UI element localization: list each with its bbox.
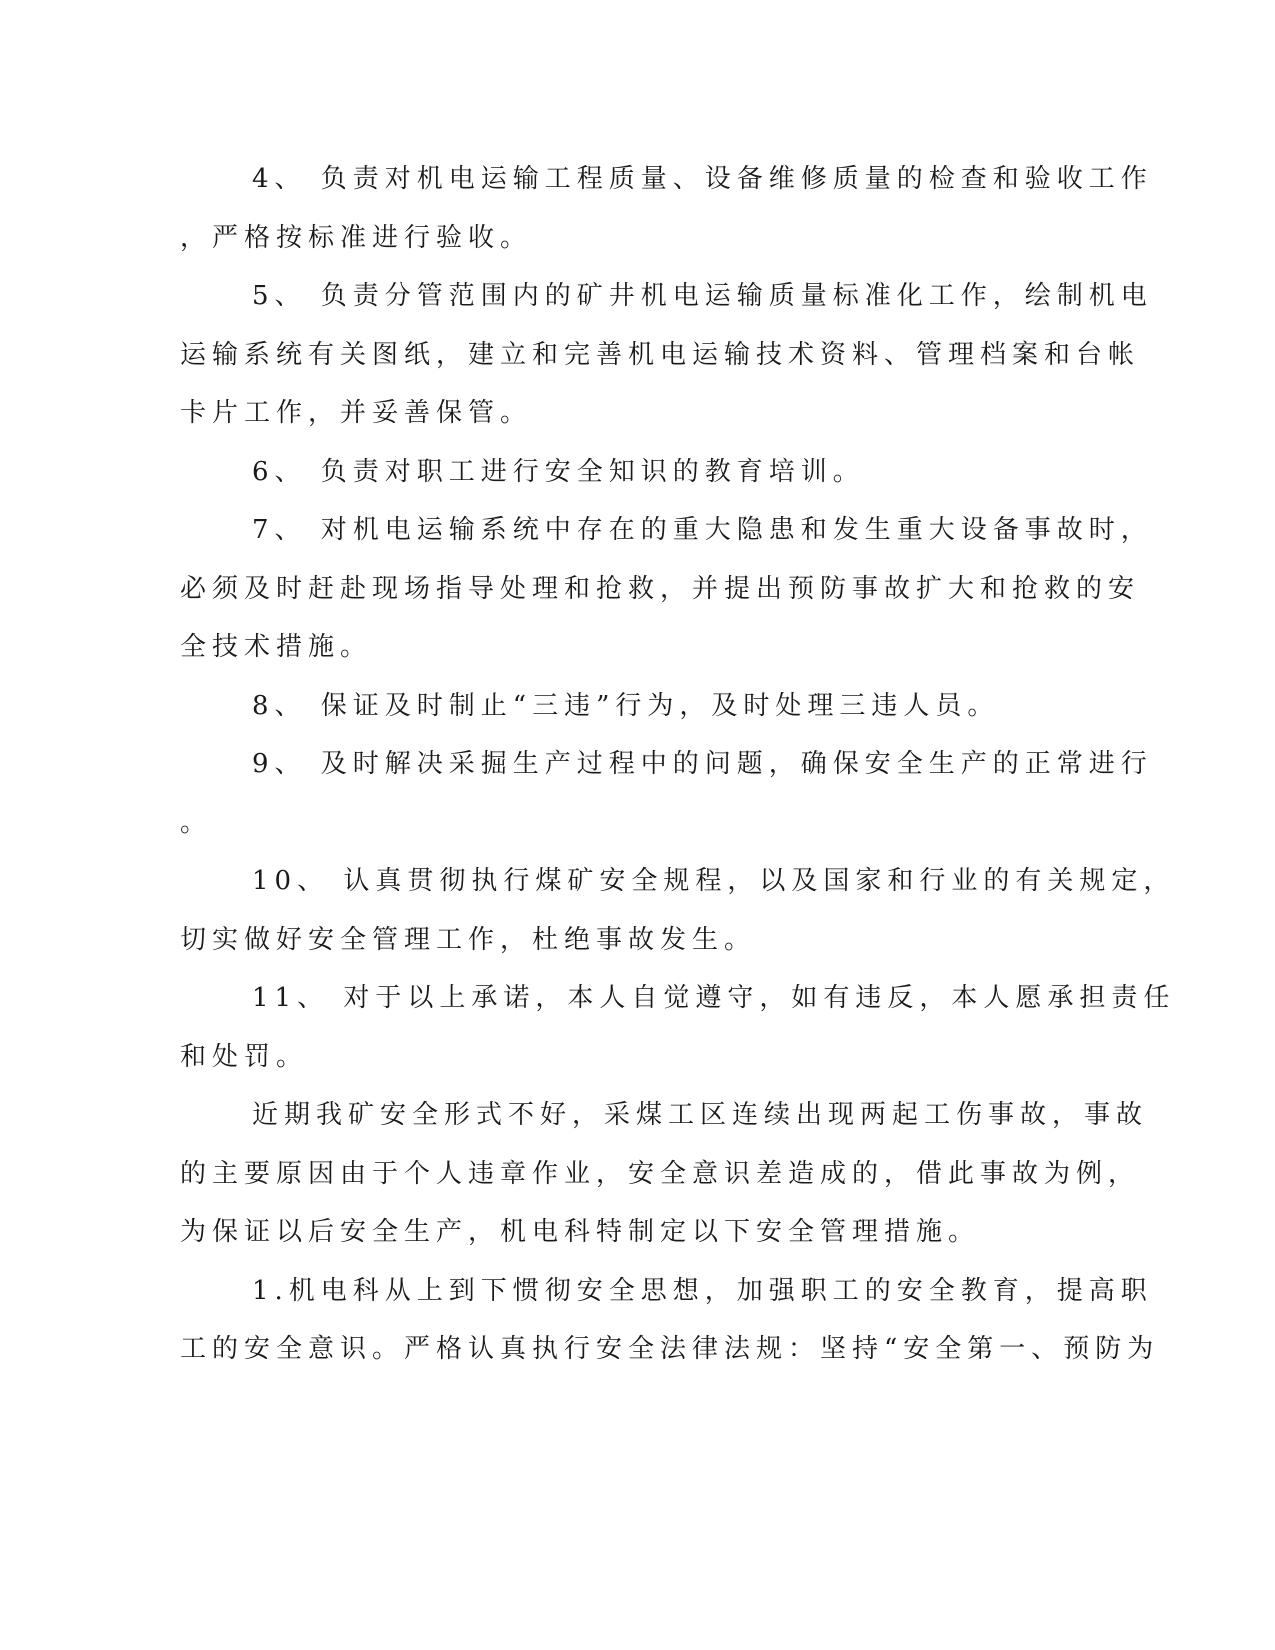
paragraph-line: 4、 负责对机电运输工程质量、设备维修质量的检查和验收工作 — [252, 164, 1153, 194]
paragraph-line: 11、 对于以上承诺，本人自觉遵守，如有违反，本人愿承担责任 — [252, 983, 1176, 1013]
paragraph-line: 全技术措施。 — [180, 632, 373, 662]
paragraph-line: 卡片工作，并妥善保管。 — [180, 398, 533, 428]
paragraph-line: 和处罚。 — [180, 1041, 309, 1072]
paragraph-line: 7、 对机电运输系统中存在的重大隐患和发生重大设备事故时， — [252, 515, 1153, 545]
paragraph-line: 。 — [180, 807, 213, 838]
paragraph-line: 运输系统有关图纸，建立和完善机电运输技术资料、管理档案和台帐 — [180, 339, 1141, 370]
paragraph-line: 的主要原因由于个人违章作业，安全意识差造成的，借此事故为例， — [180, 1158, 1141, 1189]
paragraph-line: 为保证以后安全生产，机电科特制定以下安全管理措施。 — [180, 1217, 981, 1247]
paragraph-line: 8、 保证及时制止“三违”行为，及时处理三违人员。 — [252, 690, 1000, 721]
document-body — [180, 150, 1176, 1379]
paragraph-line: 切实做好安全管理工作，杜绝事故发生。 — [180, 924, 757, 955]
paragraph-line: 5、 负责分管范围内的矿井机电运输质量标准化工作，绘制机电 — [252, 281, 1153, 311]
paragraph-line: 10、 认真贯彻执行煤矿安全规程，以及国家和行业的有关规定， — [252, 866, 1176, 896]
paragraph-line: 工的安全意识。严格认真执行安全法律法规：坚持“安全第一、预防为 — [180, 1334, 1160, 1364]
paragraph-line: 9、 及时解决采掘生产过程中的问题，确保安全生产的正常进行 — [252, 749, 1153, 779]
paragraph-line: 近期我矿安全形式不好，采煤工区连续出现两起工伤事故，事故 — [252, 1100, 1149, 1130]
paragraph-line: ，严格按标准进行验收。 — [180, 222, 533, 253]
paragraph-line: 必须及时赶赴现场指导处理和抢救，并提出预防事故扩大和抢救的安 — [180, 573, 1141, 604]
paragraph-line: 6、 负责对职工进行安全知识的教育培训。 — [252, 456, 865, 487]
paragraph-line: 1.机电科从上到下惯彻安全思想，加强职工的安全教育，提高职 — [252, 1275, 1153, 1306]
